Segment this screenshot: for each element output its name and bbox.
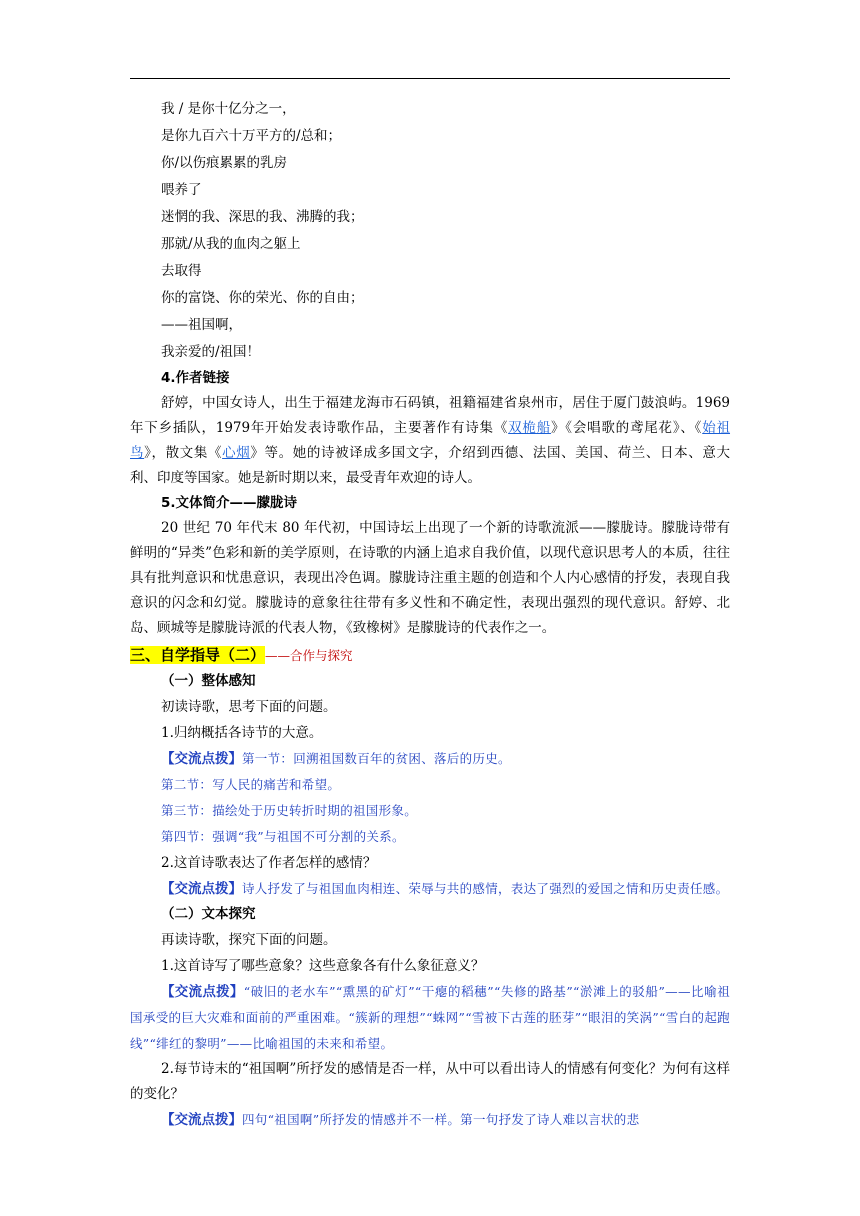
question: 1.归纳概括各诗节的大意。 <box>161 725 323 741</box>
answer <box>130 979 730 1057</box>
answer-tag: 【交流点拨】 <box>161 751 242 767</box>
section-subtitle: ——合作与探究 <box>265 648 353 663</box>
answer-tag: 【交流点拨】 <box>161 1112 242 1128</box>
question: 2.每节诗末的“祖国啊”所抒发的感情是否一样，从中可以看出诗人的情感有何变化？为何有这样的变化？ <box>130 1061 730 1102</box>
link-xinyan[interactable]: 心烟 <box>222 445 251 461</box>
poem-line: ——祖国啊， <box>161 317 242 333</box>
author-paragraph <box>130 391 730 491</box>
poem-line: 你的富饶、你的荣光、你的自由； <box>161 290 364 306</box>
poem-line: 喂养了 <box>161 182 202 198</box>
answer-text: 诗人抒发了与祖国血肉相连、荣辱与共的感情，表达了强烈的爱国之情和历史责任感。 <box>242 881 729 896</box>
section-heading <box>130 643 730 669</box>
part2-intro: 再读诗歌，探究下面的问题。 <box>161 932 337 948</box>
part1-intro: 初读诗歌，思考下面的问题。 <box>161 699 337 715</box>
answer-text: 第一节：回溯祖国数百年的贫困、落后的历史。 <box>242 751 511 766</box>
poem-line: 你/以伤痕累累的乳房 <box>161 155 288 171</box>
answer <box>130 1107 730 1133</box>
section-title: 三、自学指导（二） <box>130 646 266 664</box>
answer-tag: 【交流点拨】 <box>161 881 242 897</box>
author-text: 》等。她的诗被译成多国文字，介绍到西德、法国、美国、荷兰、日本、意大利、印度等国家。她是新时期以来，最受青年欢迎的诗人。 <box>130 445 730 486</box>
link-shuangweichuan[interactable]: 双桅船 <box>508 420 551 436</box>
poem-line: 是你九百六十万平方的/总和； <box>161 128 342 144</box>
answer-tag: 【交流点拨】 <box>161 984 244 1000</box>
answer <box>161 746 730 772</box>
poem-excerpt <box>161 96 730 366</box>
part2-heading: （二）文本探究 <box>161 906 256 922</box>
document-page <box>130 96 730 1133</box>
answer-text: 第二节：写人民的痛苦和希望。 <box>161 777 341 792</box>
answer-text: “破旧的老水车”“熏黑的矿灯”“干瘪的稻穗”“失修的路基”“淤滩上的驳船”——比喻祖国承受的巨大灾难和面前的严重困难。“簇新的理想”“蛛网”“雪被下古莲的胚芽”“眼泪的笑涡”“雪白的起跑线”“绯红的黎明”——比喻祖国的未来和希望。 <box>130 984 730 1051</box>
header-rule <box>130 78 730 79</box>
answer <box>130 876 730 902</box>
poem-line: 我 / 是你十亿分之一， <box>161 101 296 117</box>
poem-line: 那就/从我的血肉之躯上 <box>161 236 301 252</box>
answer-text: 四句“祖国啊”所抒发的情感并不一样。第一句抒发了诗人难以言状的悲 <box>242 1112 640 1127</box>
poem-line: 我亲爱的/祖国！ <box>161 344 261 360</box>
genre-heading: 5.文体简介——朦胧诗 <box>161 495 298 511</box>
poem-line: 迷惘的我、深思的我、沸腾的我； <box>161 209 364 225</box>
author-text: 舒婷，中国女诗人，出生于福建龙海市石码镇，祖籍福建省泉州市，居住于厦门鼓浪屿。1969年下乡插队，1979年开始发表诗歌作品，主要著作有诗集《 <box>130 395 730 436</box>
author-text: 》《会唱歌的鸢尾花》、《 <box>550 420 703 436</box>
author-text: 》，散文集《 <box>144 445 223 461</box>
author-heading: 4.作者链接 <box>161 370 230 386</box>
question: 2.这首诗歌表达了作者怎样的感情？ <box>161 855 377 871</box>
answer-text: 第三节：描绘处于历史转折时期的祖国形象。 <box>161 803 418 818</box>
question: 1.这首诗写了哪些意象？这些意象各有什么象征意义？ <box>161 958 485 974</box>
genre-paragraph: 20 世纪 70 年代末 80 年代初，中国诗坛上出现了一个新的诗歌流派——朦胧诗。朦胧诗带有鲜明的“异类”色彩和新的美学原则，在诗歌的内涵上追求自我价值，以现代意识思考人的本质，往往具有批判意识和忧患意识，表现出冷色调。朦胧诗注重主题的创造和个人内心感情的抒发，表现自我意识的闪念和幻觉。朦胧诗的意象往往带有多义性和不确定性，表现出强烈的现代意识。舒婷、北岛、顾城等是朦胧诗派的代表人物，《致橡树》是朦胧诗的代表作之一。 <box>130 520 730 636</box>
poem-line: 去取得 <box>161 263 202 279</box>
part1-heading: （一）整体感知 <box>161 673 256 689</box>
link-shizuniao[interactable]: 始祖鸟 <box>130 420 731 461</box>
answer-text: 第四节：强调“我”与祖国不可分割的关系。 <box>161 829 405 844</box>
